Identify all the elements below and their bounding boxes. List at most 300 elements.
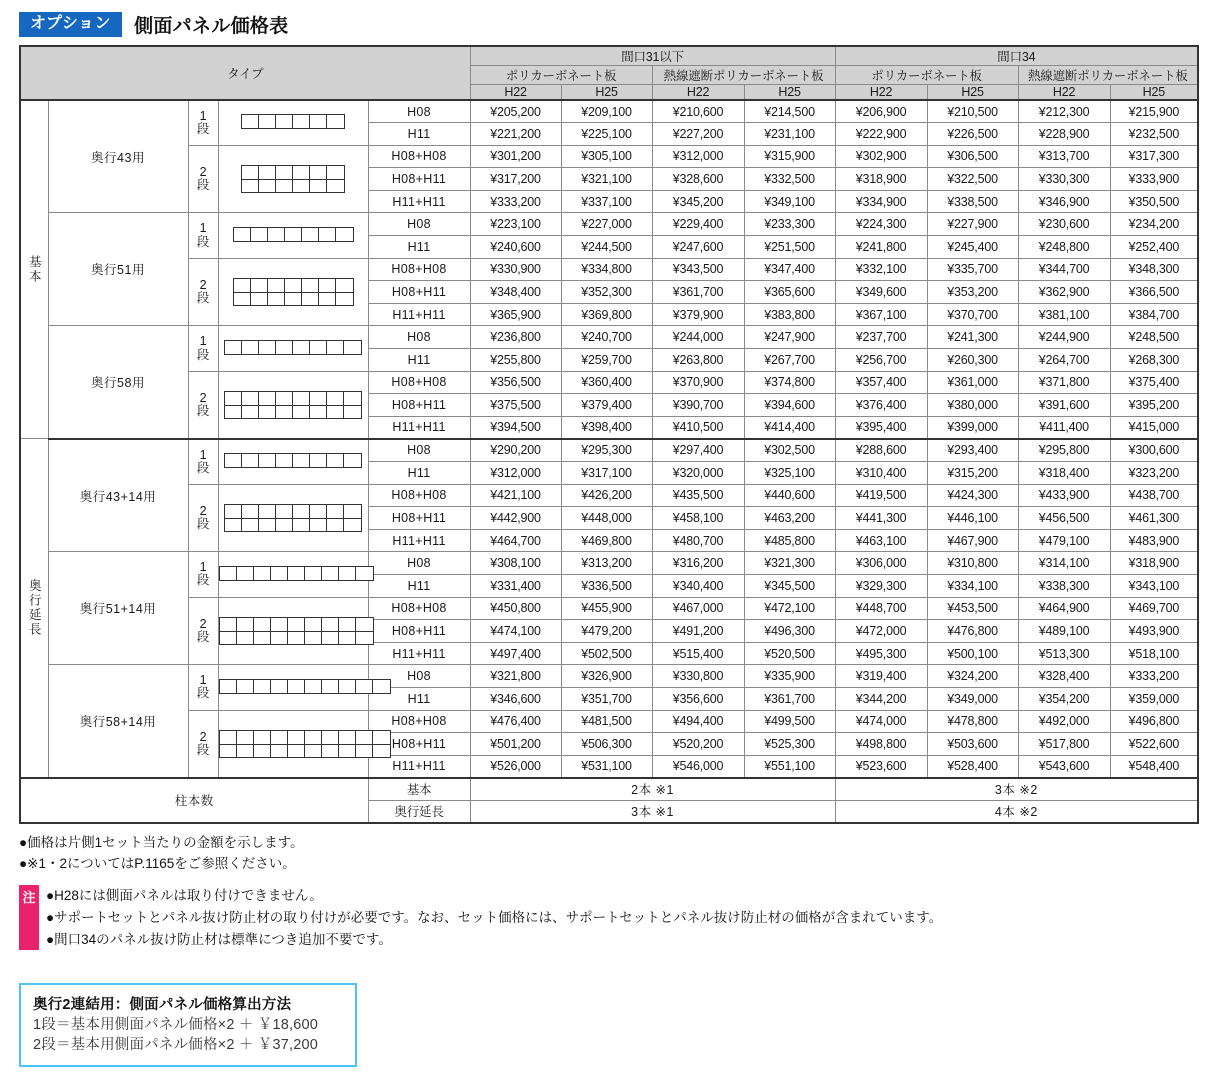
height-header-3: H25 bbox=[744, 85, 835, 101]
tier-number: 1 bbox=[199, 560, 207, 575]
panel-diagram-cell bbox=[310, 179, 327, 192]
price-cell: ¥415,000 bbox=[1110, 416, 1198, 439]
panel-diagram-cell-container bbox=[218, 439, 368, 484]
height-code: H11 bbox=[368, 687, 470, 710]
depth-label: 奥行58用 bbox=[48, 326, 188, 439]
price-cell: ¥297,400 bbox=[652, 439, 744, 462]
option-badge: オプション bbox=[19, 12, 122, 37]
price-cell: ¥240,600 bbox=[470, 236, 561, 259]
panel-diagram-cell bbox=[293, 341, 310, 354]
panel-diagram-cell bbox=[344, 505, 361, 518]
price-cell: ¥229,400 bbox=[652, 213, 744, 236]
price-cell: ¥499,500 bbox=[744, 710, 835, 733]
price-cell: ¥264,700 bbox=[1018, 349, 1110, 372]
table-head bbox=[20, 46, 1198, 100]
price-cell: ¥227,200 bbox=[652, 123, 744, 146]
price-cell: ¥360,400 bbox=[561, 371, 652, 394]
price-cell: ¥433,900 bbox=[1018, 484, 1110, 507]
panel-diagram-cell bbox=[242, 505, 259, 518]
panel-diagram-cell bbox=[237, 618, 254, 631]
section-label-基本: 基本 bbox=[20, 100, 48, 439]
price-cell: ¥369,800 bbox=[561, 303, 652, 326]
panel-diagram-cell bbox=[322, 744, 339, 757]
panel-diagram-cell bbox=[344, 392, 361, 405]
price-cell: ¥328,600 bbox=[652, 168, 744, 191]
price-cell: ¥375,500 bbox=[470, 394, 561, 417]
price-cell: ¥469,700 bbox=[1110, 597, 1198, 620]
price-cell: ¥489,100 bbox=[1018, 620, 1110, 643]
price-cell: ¥236,800 bbox=[470, 326, 561, 349]
panel-diagram-cell bbox=[271, 618, 288, 631]
price-cell: ¥335,700 bbox=[927, 258, 1018, 281]
header-row-group bbox=[20, 46, 1198, 66]
price-cell: ¥483,900 bbox=[1110, 529, 1198, 552]
price-cell: ¥241,300 bbox=[927, 326, 1018, 349]
height-code: H11 bbox=[368, 462, 470, 485]
panel-diagram-cell bbox=[225, 405, 242, 418]
tier-number: 2 bbox=[199, 390, 207, 405]
price-cell: ¥325,100 bbox=[744, 462, 835, 485]
panel-diagram-cell bbox=[259, 115, 276, 128]
price-cell: ¥343,500 bbox=[652, 258, 744, 281]
panel-diagram-cell bbox=[327, 179, 344, 192]
panel-diagram-cell bbox=[242, 166, 259, 179]
panel-diagram-cell bbox=[251, 228, 268, 241]
panel-diagram-cell bbox=[276, 405, 293, 418]
table-row bbox=[20, 439, 1198, 462]
price-cell: ¥310,400 bbox=[835, 462, 927, 485]
panel-diagram-cell bbox=[293, 392, 310, 405]
height-code: H11 bbox=[368, 349, 470, 372]
panel-diagram-cell-container bbox=[218, 484, 368, 552]
price-cell: ¥353,200 bbox=[927, 281, 1018, 304]
height-code: H08+H11 bbox=[368, 394, 470, 417]
price-cell: ¥463,100 bbox=[835, 529, 927, 552]
panel-diagram-cell bbox=[271, 680, 288, 693]
panel-diagram-cell bbox=[327, 518, 344, 531]
price-cell: ¥492,000 bbox=[1018, 710, 1110, 733]
price-cell: ¥419,500 bbox=[835, 484, 927, 507]
tier-label bbox=[188, 665, 218, 710]
panel-diagram-cell bbox=[305, 731, 322, 744]
panel-diagram-cell bbox=[254, 618, 271, 631]
panel-diagram-cell bbox=[322, 680, 339, 693]
price-cell: ¥210,500 bbox=[927, 100, 1018, 123]
price-cell: ¥461,300 bbox=[1110, 507, 1198, 530]
panel-diagram-cell bbox=[319, 292, 336, 305]
price-cell: ¥223,100 bbox=[470, 213, 561, 236]
price-cell: ¥247,600 bbox=[652, 236, 744, 259]
price-cell: ¥498,800 bbox=[835, 733, 927, 756]
price-cell: ¥255,800 bbox=[470, 349, 561, 372]
price-cell: ¥329,300 bbox=[835, 574, 927, 597]
panel-diagram-cell bbox=[268, 228, 285, 241]
height-header-0: H22 bbox=[470, 85, 561, 101]
panel-diagram-row bbox=[234, 292, 353, 305]
panel-diagram-cell bbox=[336, 279, 353, 292]
tier-label bbox=[188, 439, 218, 484]
price-cell: ¥210,600 bbox=[652, 100, 744, 123]
price-cell: ¥410,500 bbox=[652, 416, 744, 439]
page-title: 側面パネル価格表 bbox=[134, 16, 289, 37]
panel-diagram-cell bbox=[356, 567, 373, 580]
price-cell: ¥251,500 bbox=[744, 236, 835, 259]
tier-number: 2 bbox=[199, 164, 207, 179]
price-cell: ¥333,200 bbox=[1110, 665, 1198, 688]
panel-diagram-cell bbox=[259, 454, 276, 467]
price-cell: ¥306,500 bbox=[927, 145, 1018, 168]
price-cell: ¥365,900 bbox=[470, 303, 561, 326]
panel-diagram-cell bbox=[225, 518, 242, 531]
table-row bbox=[20, 145, 1198, 168]
price-cell: ¥293,400 bbox=[927, 439, 1018, 462]
price-cell: ¥247,900 bbox=[744, 326, 835, 349]
price-cell: ¥338,300 bbox=[1018, 574, 1110, 597]
price-cell: ¥318,400 bbox=[1018, 462, 1110, 485]
panel-diagram-cell bbox=[242, 518, 259, 531]
panel-diagram-cell bbox=[356, 618, 373, 631]
panel-diagram-cell bbox=[302, 228, 319, 241]
panel-diagram-cell bbox=[237, 680, 254, 693]
panel-diagram-row bbox=[220, 618, 373, 631]
panel-diagram-cell bbox=[310, 341, 327, 354]
pillar-count-label: 柱本数 bbox=[20, 778, 368, 823]
price-cell: ¥361,700 bbox=[744, 687, 835, 710]
general-notes bbox=[0, 824, 1216, 875]
panel-diagram-cell bbox=[327, 341, 344, 354]
height-code: H08+H08 bbox=[368, 145, 470, 168]
height-code: H11+H11 bbox=[368, 416, 470, 439]
tier-number: 2 bbox=[199, 616, 207, 631]
tier-label bbox=[188, 145, 218, 213]
price-cell: ¥356,600 bbox=[652, 687, 744, 710]
panel-diagram-cell bbox=[293, 518, 310, 531]
panel-diagram-cell bbox=[276, 179, 293, 192]
price-cell: ¥478,800 bbox=[927, 710, 1018, 733]
price-cell: ¥234,200 bbox=[1110, 213, 1198, 236]
height-code: H11 bbox=[368, 574, 470, 597]
panel-diagram-cell bbox=[293, 505, 310, 518]
height-header-1: H25 bbox=[561, 85, 652, 101]
depth-label: 奥行51+14用 bbox=[48, 552, 188, 665]
panel-diagram-cell bbox=[259, 392, 276, 405]
caution-body bbox=[39, 885, 942, 951]
panel-diagram-cell bbox=[276, 341, 293, 354]
price-cell: ¥442,900 bbox=[470, 507, 561, 530]
panel-diagram-cell bbox=[288, 631, 305, 644]
price-cell: ¥326,900 bbox=[561, 665, 652, 688]
height-code: H11 bbox=[368, 236, 470, 259]
price-cell: ¥438,700 bbox=[1110, 484, 1198, 507]
price-cell: ¥474,100 bbox=[470, 620, 561, 643]
panel-diagram-row bbox=[242, 166, 344, 179]
panel-diagram-cell bbox=[220, 731, 237, 744]
material-header-0: ポリカーボネート板 bbox=[470, 66, 652, 85]
panel-diagram-cell bbox=[268, 279, 285, 292]
price-cell: ¥319,400 bbox=[835, 665, 927, 688]
panel-diagram-cell-container bbox=[218, 258, 368, 326]
price-cell: ¥241,800 bbox=[835, 236, 927, 259]
panel-diagram-row bbox=[242, 115, 344, 128]
panel-diagram-cell bbox=[288, 731, 305, 744]
panel-diagram-cell bbox=[271, 744, 288, 757]
panel-diagram-cell bbox=[319, 228, 336, 241]
height-header-2: H22 bbox=[652, 85, 744, 101]
panel-diagram-cell bbox=[254, 567, 271, 580]
infobox-line: 1段＝基本用側面パネル価格×2 ＋ ￥18,600 bbox=[33, 1017, 319, 1033]
panel-diagram-row bbox=[220, 680, 390, 693]
panel-diagram-cell bbox=[339, 731, 356, 744]
price-cell: ¥346,600 bbox=[470, 687, 561, 710]
price-cell: ¥312,000 bbox=[470, 462, 561, 485]
price-cell: ¥520,500 bbox=[744, 642, 835, 665]
price-cell: ¥345,500 bbox=[744, 574, 835, 597]
panel-diagram-cell bbox=[237, 744, 254, 757]
panel-diagram-cell bbox=[310, 392, 327, 405]
price-cell: ¥206,900 bbox=[835, 100, 927, 123]
price-cell: ¥496,800 bbox=[1110, 710, 1198, 733]
panel-diagram-cell bbox=[293, 405, 310, 418]
panel-diagram-cell bbox=[336, 292, 353, 305]
tier-unit: 段 bbox=[196, 686, 210, 701]
price-cell: ¥476,800 bbox=[927, 620, 1018, 643]
panel-diagram-cell bbox=[276, 166, 293, 179]
price-cell: ¥371,800 bbox=[1018, 371, 1110, 394]
height-code: H08 bbox=[368, 552, 470, 575]
panel-diagram-cell-container bbox=[218, 145, 368, 213]
height-code: H08+H08 bbox=[368, 484, 470, 507]
price-cell: ¥245,400 bbox=[927, 236, 1018, 259]
price-cell: ¥367,100 bbox=[835, 303, 927, 326]
price-cell: ¥356,500 bbox=[470, 371, 561, 394]
price-cell: ¥209,100 bbox=[561, 100, 652, 123]
panel-diagram-cell-container bbox=[218, 371, 368, 439]
height-code: H08+H11 bbox=[368, 281, 470, 304]
price-cell: ¥494,400 bbox=[652, 710, 744, 733]
tier-unit: 段 bbox=[196, 291, 210, 306]
panel-diagram-cell bbox=[356, 680, 373, 693]
price-cell: ¥491,200 bbox=[652, 620, 744, 643]
panel-diagram-cell bbox=[339, 567, 356, 580]
panel-diagram-cell bbox=[242, 179, 259, 192]
price-cell: ¥231,100 bbox=[744, 123, 835, 146]
tier-unit: 段 bbox=[196, 178, 210, 193]
table-row bbox=[20, 484, 1198, 507]
price-cell: ¥359,000 bbox=[1110, 687, 1198, 710]
panel-diagram-cell bbox=[276, 115, 293, 128]
price-cell: ¥513,300 bbox=[1018, 642, 1110, 665]
price-cell: ¥520,200 bbox=[652, 733, 744, 756]
price-cell: ¥515,400 bbox=[652, 642, 744, 665]
price-cell: ¥308,100 bbox=[470, 552, 561, 575]
panel-diagram-cell bbox=[373, 731, 390, 744]
panel-diagram-cell bbox=[356, 731, 373, 744]
table-row bbox=[20, 258, 1198, 281]
price-cell: ¥421,100 bbox=[470, 484, 561, 507]
price-cell: ¥345,200 bbox=[652, 190, 744, 213]
depth-label: 奥行58+14用 bbox=[48, 665, 188, 778]
price-cell: ¥517,800 bbox=[1018, 733, 1110, 756]
price-cell: ¥481,500 bbox=[561, 710, 652, 733]
panel-diagram-cell bbox=[268, 292, 285, 305]
tier-unit: 段 bbox=[196, 121, 210, 136]
price-cell: ¥381,100 bbox=[1018, 303, 1110, 326]
panel-diagram-cell bbox=[220, 680, 237, 693]
price-cell: ¥221,200 bbox=[470, 123, 561, 146]
pillar-row bbox=[20, 778, 1198, 801]
panel-diagram-cell bbox=[242, 341, 259, 354]
price-cell: ¥321,300 bbox=[744, 552, 835, 575]
tier-unit: 段 bbox=[196, 460, 210, 475]
price-cell: ¥384,700 bbox=[1110, 303, 1198, 326]
panel-diagram-cell bbox=[327, 115, 344, 128]
price-cell: ¥503,600 bbox=[927, 733, 1018, 756]
height-code: H08+H08 bbox=[368, 597, 470, 620]
price-cell: ¥321,800 bbox=[470, 665, 561, 688]
tier-number: 2 bbox=[199, 503, 207, 518]
price-cell: ¥414,400 bbox=[744, 416, 835, 439]
price-cell: ¥323,200 bbox=[1110, 462, 1198, 485]
price-cell: ¥332,100 bbox=[835, 258, 927, 281]
price-cell: ¥453,500 bbox=[927, 597, 1018, 620]
panel-diagram-cell bbox=[237, 567, 254, 580]
panel-diagram-row bbox=[220, 567, 373, 580]
price-cell: ¥495,300 bbox=[835, 642, 927, 665]
panel-diagram-cell bbox=[310, 405, 327, 418]
price-cell: ¥248,500 bbox=[1110, 326, 1198, 349]
height-code: H08+H08 bbox=[368, 371, 470, 394]
table-row bbox=[20, 100, 1198, 123]
panel-diagram-row bbox=[225, 405, 361, 418]
price-cell: ¥268,300 bbox=[1110, 349, 1198, 372]
price-cell: ¥334,100 bbox=[927, 574, 1018, 597]
price-cell: ¥464,700 bbox=[470, 529, 561, 552]
price-cell: ¥493,900 bbox=[1110, 620, 1198, 643]
panel-diagram-cell bbox=[220, 631, 237, 644]
panel-diagram-cell bbox=[237, 731, 254, 744]
depth-label: 奥行43+14用 bbox=[48, 439, 188, 552]
panel-diagram-cell bbox=[242, 405, 259, 418]
panel-diagram-cell bbox=[288, 744, 305, 757]
pillar-value-left: 3本 ※1 bbox=[470, 800, 835, 823]
price-cell: ¥263,800 bbox=[652, 349, 744, 372]
panel-diagram-cell bbox=[305, 631, 322, 644]
material-header-3: 熱線遮断ポリカーボネート板 bbox=[1018, 66, 1198, 85]
note-line: ●価格は片側1セット当たりの金額を示します。 bbox=[19, 835, 304, 850]
price-cell: ¥240,700 bbox=[561, 326, 652, 349]
pillar-type-label: 奥行延長 bbox=[368, 800, 470, 823]
price-cell: ¥426,200 bbox=[561, 484, 652, 507]
price-cell: ¥448,700 bbox=[835, 597, 927, 620]
panel-diagram-cell bbox=[254, 731, 271, 744]
price-cell: ¥380,000 bbox=[927, 394, 1018, 417]
price-cell: ¥312,000 bbox=[652, 145, 744, 168]
price-cell: ¥348,300 bbox=[1110, 258, 1198, 281]
panel-diagram-cell bbox=[319, 279, 336, 292]
panel-diagram-cell bbox=[373, 680, 390, 693]
panel-diagram-cell bbox=[285, 292, 302, 305]
panel-diagram-cell bbox=[225, 454, 242, 467]
price-cell: ¥526,000 bbox=[470, 755, 561, 778]
panel-diagram-cell bbox=[327, 405, 344, 418]
panel-diagram-cell bbox=[251, 279, 268, 292]
material-header-2: ポリカーボネート板 bbox=[835, 66, 1018, 85]
tier-unit: 段 bbox=[196, 742, 210, 757]
panel-diagram-cell bbox=[339, 744, 356, 757]
price-cell: ¥496,300 bbox=[744, 620, 835, 643]
panel-diagram-cell bbox=[302, 292, 319, 305]
price-cell: ¥500,100 bbox=[927, 642, 1018, 665]
height-code: H08+H11 bbox=[368, 168, 470, 191]
price-cell: ¥228,900 bbox=[1018, 123, 1110, 146]
panel-diagram-cell bbox=[276, 505, 293, 518]
panel-diagram-cell bbox=[271, 631, 288, 644]
panel-diagram-cell bbox=[225, 341, 242, 354]
price-cell: ¥440,600 bbox=[744, 484, 835, 507]
panel-diagram bbox=[224, 453, 362, 468]
price-cell: ¥411,400 bbox=[1018, 416, 1110, 439]
price-cell: ¥480,700 bbox=[652, 529, 744, 552]
price-cell: ¥349,100 bbox=[744, 190, 835, 213]
panel-diagram-cell bbox=[259, 518, 276, 531]
panel-diagram-cell bbox=[305, 744, 322, 757]
panel-diagram-cell bbox=[259, 166, 276, 179]
height-code: H11+H11 bbox=[368, 755, 470, 778]
panel-diagram-cell bbox=[327, 505, 344, 518]
height-code: H08 bbox=[368, 439, 470, 462]
price-cell: ¥474,000 bbox=[835, 710, 927, 733]
panel-diagram-cell bbox=[322, 618, 339, 631]
tier-unit: 段 bbox=[196, 516, 210, 531]
panel-diagram-cell bbox=[344, 518, 361, 531]
material-header-1: 熱線遮断ポリカーボネート板 bbox=[652, 66, 835, 85]
price-cell: ¥472,100 bbox=[744, 597, 835, 620]
panel-diagram-cell-container bbox=[218, 597, 368, 665]
panel-diagram-cell-container bbox=[218, 710, 368, 778]
panel-diagram-row bbox=[225, 454, 361, 467]
price-cell: ¥390,700 bbox=[652, 394, 744, 417]
pillar-value-right: 4本 ※2 bbox=[835, 800, 1198, 823]
caution-tag: 注 bbox=[19, 885, 39, 951]
price-cell: ¥523,600 bbox=[835, 755, 927, 778]
price-cell: ¥472,000 bbox=[835, 620, 927, 643]
panel-diagram-cell bbox=[344, 454, 361, 467]
price-cell: ¥302,900 bbox=[835, 145, 927, 168]
panel-diagram-cell bbox=[344, 341, 361, 354]
price-cell: ¥522,600 bbox=[1110, 733, 1198, 756]
price-cell: ¥394,500 bbox=[470, 416, 561, 439]
tier-unit: 段 bbox=[196, 629, 210, 644]
panel-diagram-cell bbox=[310, 505, 327, 518]
price-cell: ¥476,400 bbox=[470, 710, 561, 733]
table-body bbox=[20, 100, 1198, 823]
price-cell: ¥441,300 bbox=[835, 507, 927, 530]
price-cell: ¥497,400 bbox=[470, 642, 561, 665]
depth-label: 奥行51用 bbox=[48, 213, 188, 326]
panel-diagram-row bbox=[220, 731, 390, 744]
panel-diagram-cell bbox=[356, 631, 373, 644]
panel-diagram-cell bbox=[288, 567, 305, 580]
price-cell: ¥306,000 bbox=[835, 552, 927, 575]
price-cell: ¥233,300 bbox=[744, 213, 835, 236]
price-cell: ¥354,200 bbox=[1018, 687, 1110, 710]
price-cell: ¥528,400 bbox=[927, 755, 1018, 778]
tier-number: 1 bbox=[199, 221, 207, 236]
panel-diagram-row bbox=[225, 518, 361, 531]
pillar-value-left: 2本 ※1 bbox=[470, 778, 835, 801]
height-code: H08+H11 bbox=[368, 507, 470, 530]
price-cell: ¥365,600 bbox=[744, 281, 835, 304]
